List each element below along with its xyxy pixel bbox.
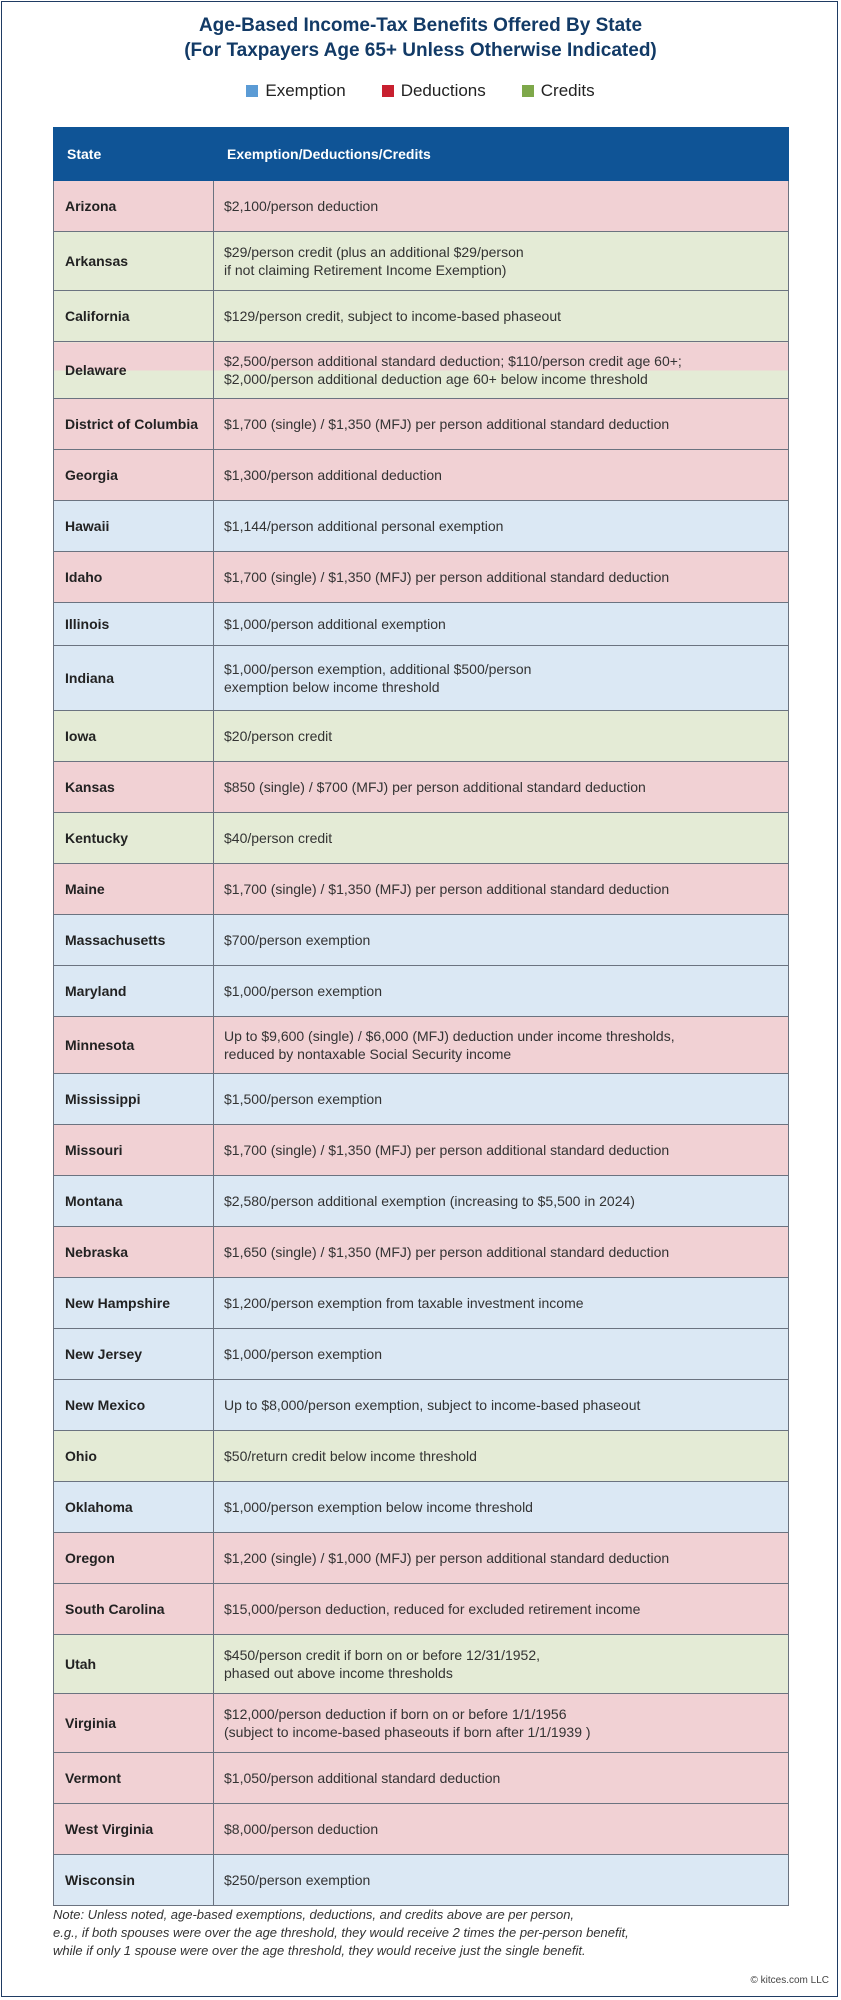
table-row bbox=[54, 1380, 789, 1431]
benefit-line: $1,200/person exemption from taxable investment income bbox=[224, 1295, 584, 1311]
table-row bbox=[54, 1804, 789, 1855]
state-cell: New Hampshire bbox=[54, 1278, 214, 1329]
table-row bbox=[54, 399, 789, 450]
benefit-cell bbox=[214, 915, 789, 966]
table-row bbox=[54, 552, 789, 603]
title-line-1: Age-Based Income-Tax Benefits Offered By State bbox=[198, 15, 643, 36]
benefit-line: $1,700 (single) / $1,350 (MFJ) per person additional standard deduction bbox=[224, 1142, 670, 1158]
benefit-line: $50/return credit below income threshold bbox=[224, 1448, 477, 1464]
benefit-line: $1,700 (single) / $1,350 (MFJ) per person additional standard deduction bbox=[224, 416, 670, 432]
benefit-line: $1,000/person exemption, additional $500/person bbox=[224, 661, 532, 677]
exemption-swatch-icon bbox=[246, 85, 258, 97]
deductions-swatch-icon bbox=[382, 85, 394, 97]
credits-swatch-icon bbox=[522, 85, 534, 97]
benefit-cell bbox=[214, 1584, 789, 1635]
table-body bbox=[54, 181, 789, 1906]
table-row bbox=[54, 1074, 789, 1125]
benefit-line: $2,500/person additional standard deduction; $110/person credit age 60+; bbox=[224, 353, 682, 369]
state-cell: Illinois bbox=[54, 603, 214, 646]
table-row bbox=[54, 711, 789, 762]
state-cell: Massachusetts bbox=[54, 915, 214, 966]
table-row bbox=[54, 762, 789, 813]
table-row bbox=[54, 1753, 789, 1804]
table-row bbox=[54, 966, 789, 1017]
benefit-line: if not claiming Retirement Income Exemption) bbox=[224, 262, 507, 278]
benefit-line: $15,000/person deduction, reduced for excluded retirement income bbox=[224, 1601, 641, 1617]
benefit-line: $8,000/person deduction bbox=[224, 1821, 379, 1837]
footnote-line: e.g., if both spouses were over the age threshold, they would receive 2 times the per-person benefit, bbox=[53, 1925, 629, 1940]
benefit-cell bbox=[214, 966, 789, 1017]
benefit-cell bbox=[214, 1635, 789, 1694]
benefit-cell bbox=[214, 450, 789, 501]
chart-title bbox=[0, 13, 841, 63]
benefit-cell bbox=[214, 1329, 789, 1380]
table-row bbox=[54, 1533, 789, 1584]
benefit-line: Up to $9,600 (single) / $6,000 (MFJ) deduction under income thresholds, bbox=[224, 1028, 675, 1044]
benefit-line: $1,144/person additional personal exemption bbox=[224, 518, 504, 534]
benefit-cell bbox=[214, 1753, 789, 1804]
state-cell: District of Columbia bbox=[54, 399, 214, 450]
benefit-cell bbox=[214, 1227, 789, 1278]
table-row bbox=[54, 1227, 789, 1278]
benefit-cell bbox=[214, 1533, 789, 1584]
table-row bbox=[54, 450, 789, 501]
benefit-cell bbox=[214, 291, 789, 342]
state-cell: Minnesota bbox=[54, 1017, 214, 1074]
benefit-cell bbox=[214, 1278, 789, 1329]
benefit-cell bbox=[214, 1017, 789, 1074]
state-cell: Kansas bbox=[54, 762, 214, 813]
benefit-cell bbox=[214, 1074, 789, 1125]
benefit-line: $1,000/person exemption bbox=[224, 1346, 382, 1362]
state-cell: West Virginia bbox=[54, 1804, 214, 1855]
state-cell: Indiana bbox=[54, 646, 214, 711]
table-row bbox=[54, 603, 789, 646]
state-cell: Georgia bbox=[54, 450, 214, 501]
legend-item-credits bbox=[522, 80, 595, 102]
legend-item-deductions bbox=[382, 80, 486, 102]
benefit-cell bbox=[214, 1431, 789, 1482]
copyright-credit: © kitces.com LLC bbox=[750, 1975, 829, 1986]
state-cell: New Jersey bbox=[54, 1329, 214, 1380]
state-cell: Wisconsin bbox=[54, 1855, 214, 1906]
state-cell: Idaho bbox=[54, 552, 214, 603]
table-header-row bbox=[54, 128, 789, 181]
benefit-cell bbox=[214, 762, 789, 813]
benefit-line: $1,700 (single) / $1,350 (MFJ) per person additional standard deduction bbox=[224, 569, 670, 585]
benefit-line: $1,300/person additional deduction bbox=[224, 467, 442, 483]
legend bbox=[0, 80, 841, 102]
benefit-cell bbox=[214, 552, 789, 603]
state-cell: Kentucky bbox=[54, 813, 214, 864]
table-row bbox=[54, 1125, 789, 1176]
benefit-cell bbox=[214, 232, 789, 291]
table-row bbox=[54, 915, 789, 966]
benefit-cell bbox=[214, 646, 789, 711]
benefit-cell bbox=[214, 181, 789, 232]
state-cell: Ohio bbox=[54, 1431, 214, 1482]
benefit-cell bbox=[214, 864, 789, 915]
table-row bbox=[54, 1176, 789, 1227]
benefit-line: $1,050/person additional standard deduction bbox=[224, 1770, 501, 1786]
benefit-line: $2,580/person additional exemption (increasing to $5,500 in 2024) bbox=[224, 1193, 635, 1209]
footnote-line: Note: Unless noted, age-based exemptions, deductions, and credits above are per person, bbox=[53, 1907, 575, 1922]
state-cell: Hawaii bbox=[54, 501, 214, 552]
table-row bbox=[54, 1017, 789, 1074]
benefit-line: $1,500/person exemption bbox=[224, 1091, 382, 1107]
state-cell: Virginia bbox=[54, 1694, 214, 1753]
state-cell: Montana bbox=[54, 1176, 214, 1227]
table-row bbox=[54, 342, 789, 399]
benefit-line: $12,000/person deduction if born on or before 1/1/1956 bbox=[224, 1706, 567, 1722]
benefit-cell bbox=[214, 501, 789, 552]
table-row bbox=[54, 1278, 789, 1329]
benefit-line: $20/person credit bbox=[224, 728, 333, 744]
benefit-line: Up to $8,000/person exemption, subject to income-based phaseout bbox=[224, 1397, 641, 1413]
benefit-cell bbox=[214, 1694, 789, 1753]
column-header-state: State bbox=[54, 128, 214, 181]
table-row bbox=[54, 813, 789, 864]
benefit-line: exemption below income threshold bbox=[224, 679, 440, 695]
state-cell: Maine bbox=[54, 864, 214, 915]
benefit-cell bbox=[214, 342, 789, 399]
table-row bbox=[54, 501, 789, 552]
benefit-line: $1,200 (single) / $1,000 (MFJ) per person additional standard deduction bbox=[224, 1550, 670, 1566]
benefit-cell bbox=[214, 1380, 789, 1431]
table-row bbox=[54, 1584, 789, 1635]
benefit-line: $2,000/person additional deduction age 60+ below income threshold bbox=[224, 371, 648, 387]
table-row bbox=[54, 1482, 789, 1533]
state-cell: Oregon bbox=[54, 1533, 214, 1584]
state-cell: South Carolina bbox=[54, 1584, 214, 1635]
benefit-line: phased out above income thresholds bbox=[224, 1665, 453, 1681]
benefit-cell bbox=[214, 1125, 789, 1176]
benefit-line: $1,700 (single) / $1,350 (MFJ) per person additional standard deduction bbox=[224, 881, 670, 897]
benefit-cell bbox=[214, 1855, 789, 1906]
benefits-table bbox=[53, 127, 789, 1906]
benefit-line: $129/person credit, subject to income-based phaseout bbox=[224, 308, 561, 324]
state-cell: New Mexico bbox=[54, 1380, 214, 1431]
table-row bbox=[54, 1855, 789, 1906]
benefit-line: $450/person credit if born on or before 12/31/1952, bbox=[224, 1647, 540, 1663]
benefit-line: $1,000/person exemption below income threshold bbox=[224, 1499, 533, 1515]
state-cell: Iowa bbox=[54, 711, 214, 762]
title-line-2: (For Taxpayers Age 65+ Unless Otherwise Indicated) bbox=[184, 40, 657, 61]
benefit-line: $1,650 (single) / $1,350 (MFJ) per person additional standard deduction bbox=[224, 1244, 670, 1260]
table-row bbox=[54, 646, 789, 711]
table-row bbox=[54, 181, 789, 232]
legend-label: Exemption bbox=[265, 81, 346, 100]
state-cell: Delaware bbox=[54, 342, 214, 399]
state-cell: Utah bbox=[54, 1635, 214, 1694]
state-cell: Missouri bbox=[54, 1125, 214, 1176]
state-cell: California bbox=[54, 291, 214, 342]
table-row bbox=[54, 291, 789, 342]
legend-item-exemption bbox=[246, 80, 345, 102]
table-row bbox=[54, 1329, 789, 1380]
benefit-line: $1,000/person exemption bbox=[224, 983, 382, 999]
table-row bbox=[54, 1635, 789, 1694]
footnote-line: while if only 1 spouse were over the age threshold, they would receive just the single benefit. bbox=[53, 1943, 586, 1958]
table-row bbox=[54, 1694, 789, 1753]
legend-label: Deductions bbox=[400, 81, 486, 100]
table-row bbox=[54, 232, 789, 291]
benefit-line: $1,000/person additional exemption bbox=[224, 616, 446, 632]
state-cell: Nebraska bbox=[54, 1227, 214, 1278]
state-cell: Arizona bbox=[54, 181, 214, 232]
benefit-cell bbox=[214, 711, 789, 762]
benefit-line: $250/person exemption bbox=[224, 1872, 371, 1888]
benefit-line: $2,100/person deduction bbox=[224, 198, 379, 214]
benefit-cell bbox=[214, 399, 789, 450]
benefit-cell bbox=[214, 813, 789, 864]
legend-label: Credits bbox=[540, 81, 595, 100]
benefit-line: (subject to income-based phaseouts if born after 1/1/1939 ) bbox=[224, 1724, 591, 1740]
benefit-line: $700/person exemption bbox=[224, 932, 371, 948]
benefit-line: reduced by nontaxable Social Security income bbox=[224, 1046, 512, 1062]
column-header-benefit: Exemption/Deductions/Credits bbox=[214, 128, 789, 181]
state-cell: Maryland bbox=[54, 966, 214, 1017]
state-cell: Oklahoma bbox=[54, 1482, 214, 1533]
table-row bbox=[54, 1431, 789, 1482]
state-cell: Vermont bbox=[54, 1753, 214, 1804]
benefit-cell bbox=[214, 1804, 789, 1855]
state-cell: Mississippi bbox=[54, 1074, 214, 1125]
benefit-line: $850 (single) / $700 (MFJ) per person additional standard deduction bbox=[224, 779, 646, 795]
state-cell: Arkansas bbox=[54, 232, 214, 291]
benefit-cell bbox=[214, 603, 789, 646]
benefit-line: $40/person credit bbox=[224, 830, 333, 846]
table-row bbox=[54, 864, 789, 915]
benefit-cell bbox=[214, 1482, 789, 1533]
benefit-line: $29/person credit (plus an additional $29/person bbox=[224, 244, 524, 260]
benefit-cell bbox=[214, 1176, 789, 1227]
footnote bbox=[53, 1906, 793, 1960]
